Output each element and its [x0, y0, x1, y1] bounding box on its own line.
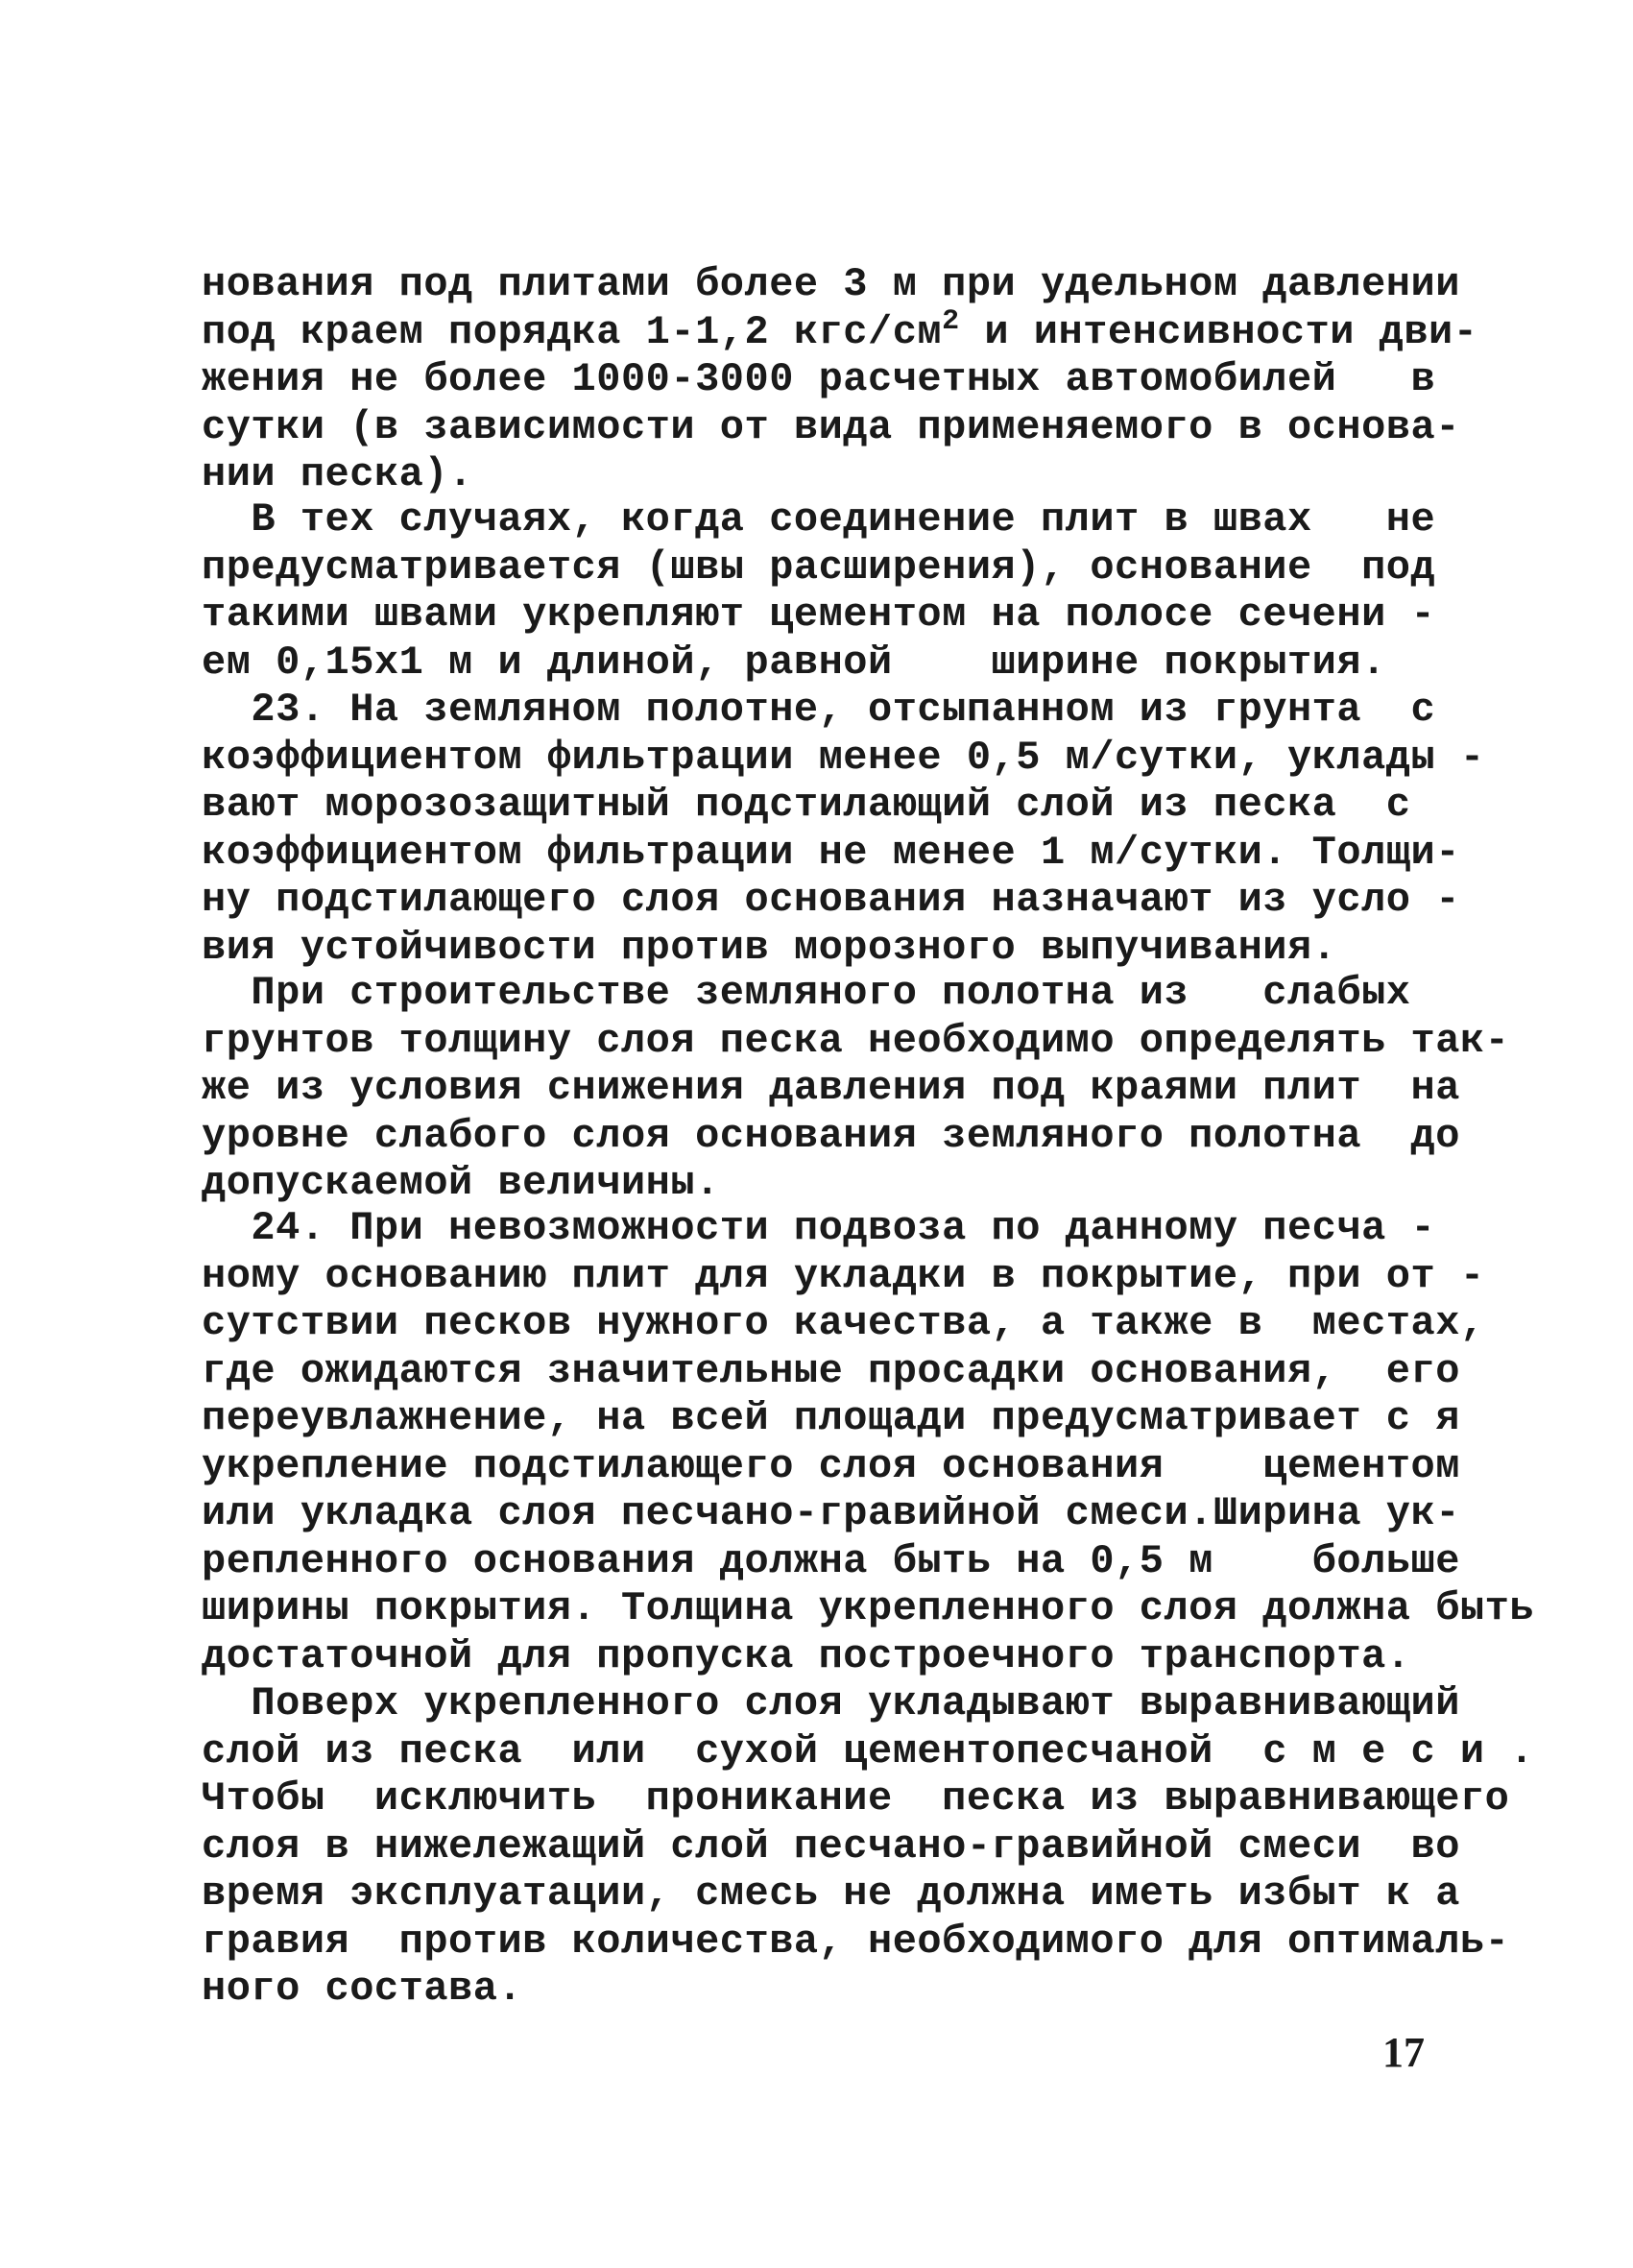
text-line: 23. На земляном полотне, отсыпанном из грунта с	[202, 687, 1436, 733]
text-line: время эксплуатации, смесь не должна иметь избыт к а	[202, 1870, 1460, 1917]
text-line: коэффициентом фильтрации менее 0,5 м/сутки, уклады -	[202, 734, 1485, 781]
text-line: достаточной для пропуска построечного транспорта.	[202, 1632, 1411, 1679]
text-line: При строительстве земляного полотна из слабых	[202, 970, 1411, 1016]
paragraph-seams-and-item-23	[202, 496, 1485, 972]
text-line: Поверх укрепленного слоя укладывают выравнивающий	[202, 1680, 1460, 1726]
paragraph-item-24	[202, 1205, 1535, 1680]
text-line: укрепление подстилающего слоя основания цементом	[202, 1442, 1460, 1489]
text-line: гравия против количества, необходимого для оптималь-	[202, 1918, 1510, 1965]
text-line: слоя в нижележащий слой песчано-гравийной смеси во	[202, 1822, 1460, 1870]
text-line: или укладка слоя песчано-гравийной смеси.Ширина ук-	[202, 1490, 1460, 1536]
text-line: ного состава.	[202, 1966, 523, 2012]
text-line: такими швами укрепляют цементом на полосе сечени -	[202, 591, 1436, 638]
text-line: Чтобы исключить проникание песка из выравнивающего	[202, 1775, 1510, 1822]
text-line: ну подстилающего слоя основания назначают из усло -	[202, 877, 1460, 923]
text-line: под краем порядка 1-1,2 кгс/$см^2$ и интенсивности дви-	[202, 304, 1478, 355]
text-line: сутки (в зависимости от вида применяемого в основа-	[202, 403, 1460, 450]
paragraph-weak-soils	[202, 970, 1510, 1208]
text-line: же из условия снижения давления под краями плит на	[202, 1065, 1460, 1111]
paragraph-leveling-layer	[202, 1680, 1535, 2014]
text-line: переувлажнение, на всей площади предусматривает с я	[202, 1395, 1460, 1441]
text-line: вают морозозащитный подстилающий слой из песка с	[202, 782, 1411, 828]
text-line: где ожидаются значительные просадки основания, его	[202, 1347, 1460, 1394]
text-line: предусматривается (швы расширения), основание под	[202, 543, 1436, 591]
text-line: вия устойчивости против морозного выпучивания.	[202, 924, 1337, 971]
text-line: ширины покрытия. Толщина укрепленного слоя должна быть	[202, 1585, 1535, 1631]
text-line: слой из песка или сухой цементопесчаной с м е с и .	[202, 1727, 1535, 1774]
text-line: допускаемой величины.	[202, 1160, 720, 1206]
text-line: сутствии песков нужного качества, а также в местах,	[202, 1300, 1485, 1346]
text-line: ному основанию плит для укладки в покрытие, при от -	[202, 1252, 1485, 1299]
text-line: ем 0,15х1 м и длиной, равной ширине покрытия.	[202, 639, 1386, 686]
text-line: коэффициентом фильтрации не менее 1 м/сутки. Толщи-	[202, 829, 1460, 876]
text-line: грунтов толщину слоя песка необходимо определять так-	[202, 1017, 1510, 1064]
text-line: нования под плитами более 3 м при удельном давлении	[202, 261, 1460, 307]
text-line: В тех случаях, когда соединение плит в швах не	[202, 496, 1436, 543]
page-number: 17	[1382, 2029, 1425, 2076]
text-line: жения не более 1000-3000 расчетных автомобилей в	[202, 356, 1436, 402]
text-line: уровне слабого слоя основания земляного полотна до	[202, 1112, 1460, 1159]
paragraph-continuation	[202, 261, 1478, 499]
superscript: 2	[942, 304, 960, 338]
text-line: репленного основания должна быть на 0,5 м больше	[202, 1537, 1460, 1584]
text-line: 24. При невозможности подвоза по данному песча -	[202, 1205, 1436, 1251]
text-line: нии песка).	[202, 451, 473, 497]
